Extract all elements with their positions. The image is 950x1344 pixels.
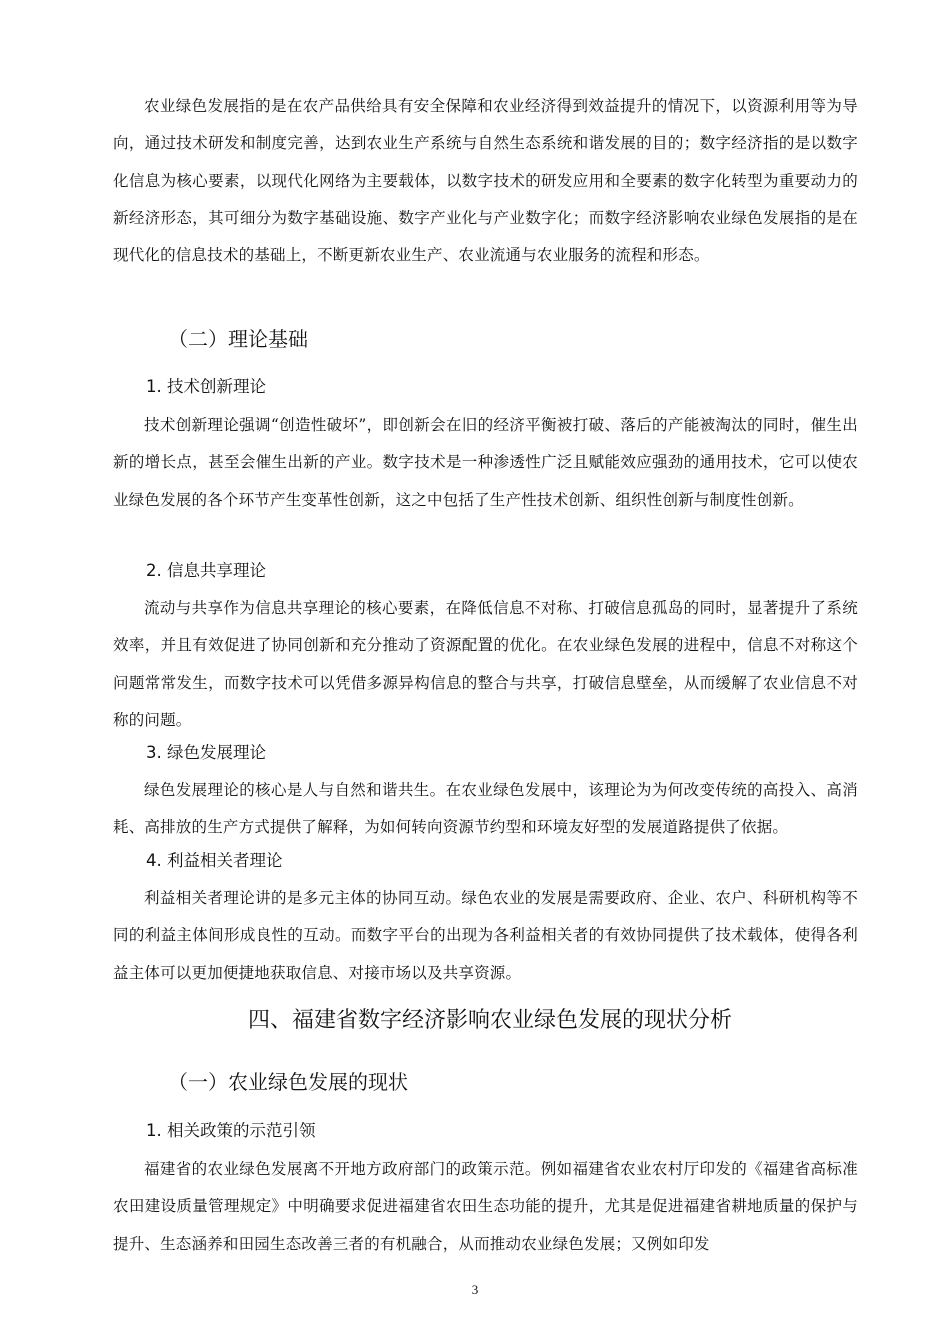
stakeholder-paragraph: 利益相关者理论讲的是多元主体的协同互动。绿色农业的发展是需要政府、企业、农户、科研机构等不同的利益主体间形成良性的互动。而数字平台的出现为各利益相关者的有效协同提供了技术载体，使得各利益主体可以更加便捷地获取信息、对接市场以及共享资源。 [113,889,858,982]
subheading-info-sharing: 2. 信息共享理论 [146,561,266,580]
section-heading-theory: （二）理论基础 [168,327,308,351]
tech-innovation-paragraph: 技术创新理论强调“创造性破坏”，即创新会在旧的经济平衡被打破、落后的产能被淘汰的同时，催生出新的增长点，甚至会催生出新的产业。数字技术是一种渗透性广泛且赋能效应强劲的通用技术，它可以使农业绿色发展的各个环节产生变革性创新，这之中包括了生产性技术创新、组织性创新与制度性创新。 [113,416,858,509]
intro-paragraph: 农业绿色发展指的是在农产品供给具有安全保障和农业经济得到效益提升的情况下，以资源利用等为导向，通过技术研发和制度完善，达到农业生产系统与自然生态系统和谐发展的目的；数字经济指的是以数字化信息为核心要素，以现代化网络为主要载体，以数字技术的研发应用和全要素的数字化转型为重要动力的新经济形态，其可细分为数字基础设施、数字产业化与产业数字化；而数字经济影响农业绿色发展指的是在现代化的信息技术的基础上，不断更新农业生产、农业流通与农业服务的流程和形态。 [113,97,858,265]
chapter-heading-four: 四、福建省数字经济影响农业绿色发展的现状分析 [247,1008,732,1033]
section-heading-status: （一）农业绿色发展的现状 [168,1070,408,1094]
subheading-green-dev: 3. 绿色发展理论 [146,743,266,762]
subheading-stakeholder: 4. 利益相关者理论 [146,851,283,870]
page-number: 3 [471,1282,479,1297]
info-sharing-paragraph: 流动与共享作为信息共享理论的核心要素，在降低信息不对称、打破信息孤岛的同时，显著提升了系统效率，并且有效促进了协同创新和充分推动了资源配置的优化。在农业绿色发展的进程中，信息不对称这个问题常常发生，而数字技术可以凭借多源异构信息的整合与共享，打破信息壁垒，从而缓解了农业信息不对称的问题。 [113,599,858,729]
subheading-tech-innovation: 1. 技术创新理论 [146,377,266,396]
green-dev-paragraph: 绿色发展理论的核心是人与自然和谐共生。在农业绿色发展中，该理论为为何改变传统的高投入、高消耗、高排放的生产方式提供了解释，为如何转向资源节约型和环境友好型的发展道路提供了依据。 [113,781,858,837]
policy-paragraph: 福建省的农业绿色发展离不开地方政府部门的政策示范。例如福建省农业农村厅印发的《福建省高标准农田建设质量管理规定》中明确要求促进福建省农田生态功能的提升，尤其是促进福建省耕地质量的保护与提升、生态涵养和田园生态改善三者的有机融合，从而推动农业绿色发展；又例如印发 [113,1160,858,1253]
subheading-policy-demo: 1. 相关政策的示范引领 [146,1121,316,1140]
